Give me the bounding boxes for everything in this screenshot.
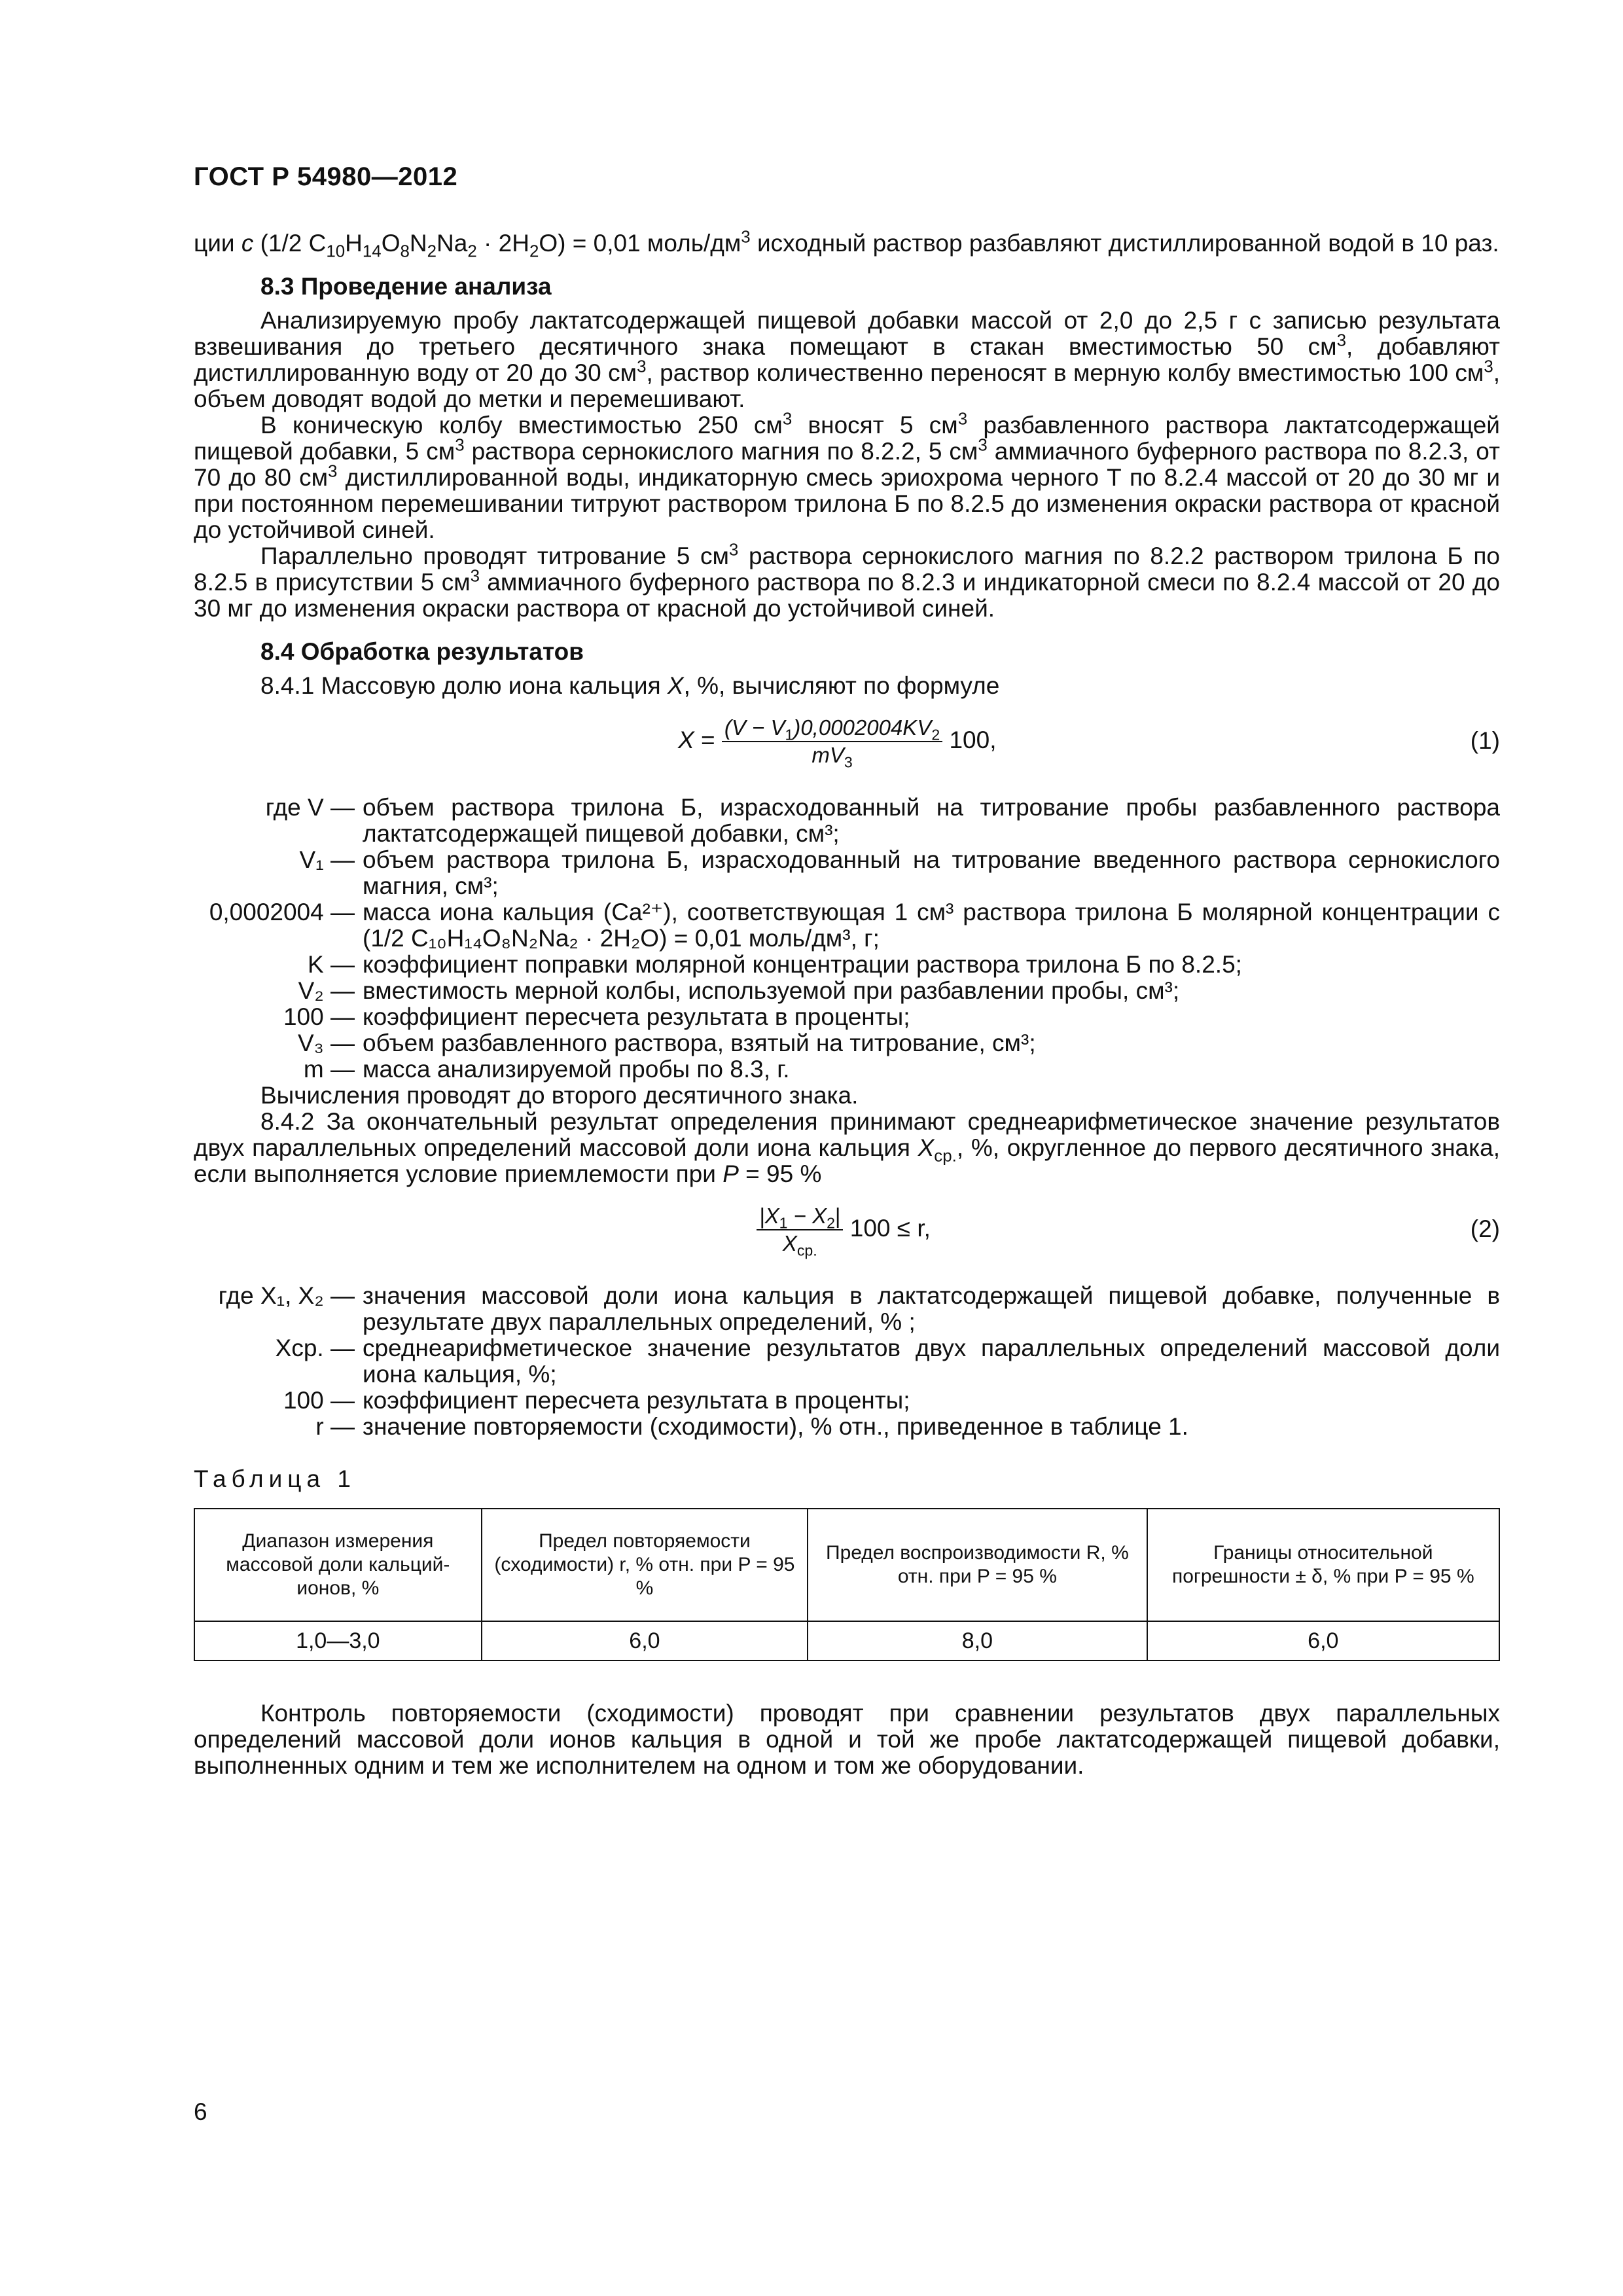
definition-item (194, 1004, 1500, 1030)
table-header-cell: Предел воспроизводимости R, % отн. при P = 95 % (808, 1509, 1147, 1621)
definition-item (194, 795, 1500, 847)
formula-1-definitions (194, 795, 1500, 1083)
definition-item (194, 1030, 1500, 1056)
definition-item (194, 1283, 1500, 1335)
definition-text: коэффициент пересчета результата в проценты; (363, 1003, 910, 1030)
definition-label: m — (303, 1056, 355, 1083)
table-cell: 6,0 (482, 1621, 808, 1660)
definition-text: масса анализируемой пробы по 8.3, г. (363, 1056, 790, 1083)
closing-paragraph: Контроль повторяемости (сходимости) проводят при сравнении результатов двух параллельных определений массовой доли ионов кальция в одной и той же пробе лактатсодержащей пищевой добавки, выполненных одним и тем же исполнителем на одном и том же оборудовании. (194, 1700, 1500, 1779)
definition-item (194, 978, 1500, 1004)
definition-text: коэффициент поправки молярной концентрации раствора трилона Б по 8.2.5; (363, 951, 1242, 978)
definition-item (194, 899, 1500, 952)
formula-2-definitions (194, 1283, 1500, 1440)
table-1 (194, 1508, 1500, 1661)
definition-label: 0,0002004 — (209, 899, 355, 925)
definition-label: где V — (265, 794, 355, 821)
definition-label: 100 — (283, 1003, 355, 1030)
section-8-3-paragraph-3: Параллельно проводят титрование 5 $см^3$ раствора сернокислого магния по 8.2.2 раствором трилона Б по 8.2.5 в присутствии 5 $см^3$ аммиачного буферного раствора по 8.2.3 и индикаторной смеси по 8.2.4 массой от 20 до 30 мг до изменения окраски раствора от красной до устойчивой синей. (194, 541, 1500, 622)
table-header-cell: Диапазон измерения массовой доли кальций-ионов, % (194, 1509, 482, 1621)
formula-1: X = $\frac{(V - V_1)0,0002004KV_2}{mV_3}$ 100, (1) (678, 715, 1500, 771)
formula-1-fraction: $\frac{(V - V_1)0,0002004KV_2}{mV_3}$ (722, 716, 942, 767)
table-cell: 8,0 (808, 1621, 1147, 1660)
section-8-3-title: 8.3 Проведение анализа (260, 273, 552, 300)
definition-text: объем раствора трилона Б, израсходованный на титрование введенного раствора сернокислого магния, см³; (363, 846, 1500, 899)
table-header-cell: Границы относительной погрешности ± δ, % при P = 95 % (1147, 1509, 1499, 1621)
definition-label: V₂ — (298, 977, 355, 1004)
definition-item (194, 847, 1500, 899)
definition-label: V₃ — (297, 1030, 355, 1056)
formula-1-number: (1) (1470, 727, 1500, 754)
page-number: 6 (194, 2098, 207, 2125)
table-row (194, 1621, 1499, 1660)
table-cell: 1,0—3,0 (194, 1621, 482, 1660)
table-header-row (194, 1509, 1499, 1621)
definition-item (194, 1414, 1500, 1440)
table-cell: 6,0 (1147, 1621, 1499, 1660)
definition-label: K — (308, 951, 355, 978)
page-content (194, 230, 1500, 1779)
definition-item (194, 1056, 1500, 1083)
section-8-4-1-paragraph: 8.4.1 Массовую долю иона кальция X, %, вычисляют по формуле (260, 672, 1000, 699)
definition-text: вместимость мерной колбы, используемой при разбавлении пробы, см³; (363, 977, 1180, 1004)
definition-text: значение повторяемости (сходимости), % отн., приведенное в таблице 1. (363, 1413, 1188, 1440)
definition-label: 100 — (283, 1387, 355, 1414)
definition-text: объем раствора трилона Б, израсходованный на титрование пробы разбавленного раствора лактатсодержащей пищевой добавки, см³; (363, 794, 1500, 847)
definition-text: коэффициент пересчета результата в проценты; (363, 1387, 910, 1414)
definition-label: V₁ — (299, 846, 355, 873)
definition-text: объем разбавленного раствора, взятый на титрование, см³; (363, 1030, 1036, 1056)
table-caption: Таблица 1 (194, 1465, 356, 1492)
formula-2-number: (2) (1470, 1215, 1500, 1242)
definition-text: среднеарифметическое значение результатов двух параллельных определений массовой доли иона кальция, %; (363, 1335, 1500, 1388)
definition-label: Xср. — (275, 1335, 355, 1361)
section-8-3-paragraph-2: В коническую колбу вместимостью 250 $см^3$ вносят 5 $см^3$ разбавленного раствора лактатсодержащей пищевой добавки, 5 $см^3$ раствора сернокислого магния по 8.2.2, 5 $см^3$ аммиачного буферного раствора по 8.2.3, от 70 до 80 $см^3$ дистиллированной воды, индикаторную смесь эриохрома черного Т по 8.2.4 массой от 20 до 30 мг и при постоянном перемешивании титруют раствором трилона Б по 8.2.5 до изменения окраски раствора от красной до устойчивой синей. (194, 410, 1501, 543)
definition-text: значения массовой доли иона кальция в лактатсодержащей пищевой добавке, полученные в результате двух параллельных определений, % ; (363, 1282, 1500, 1335)
table-header-cell: Предел повторяемости (сходимости) r, % отн. при P = 95 % (482, 1509, 808, 1621)
definition-label: где X₁, X₂ — (218, 1282, 355, 1309)
section-8-4-2-paragraph: 8.4.2 За окончательный результат определения принимают среднеарифметическое значение результатов двух параллельных определений массовой доли иона кальция $X_{ср.}$, %, округленное до первого десятичного знака, если выполняется условие приемлемости при P = 95 % (194, 1108, 1500, 1187)
intro-paragraph: ции с (1/2 $C_{10}H_{14}O_8N_2Na_2 \cdot 2H_2O) = 0,01$ моль/$дм^3$ исходный раствор разбавляют дистиллированной водой в 10 раз. (194, 228, 1499, 261)
calculation-note: Вычисления проводят до второго десятичного знака. (260, 1082, 859, 1109)
definition-text: масса иона кальция (Ca²⁺), соответствующая 1 см³ раствора трилона Б молярной концентрации с (1/2 C₁₀H₁₄O₈N₂Na₂ · 2H₂O) = 0,01 моль/дм³, г; (363, 899, 1500, 952)
section-8-3-paragraph-1: Анализируемую пробу лактатсодержащей пищевой добавки массой от 2,0 до 2,5 г с записью результата взвешивания до третьего десятичного знака помещают в стакан вместимостью 50 $см^3$, добавляют дистиллированную воду от 20 до 30 $см^3$, раствор количественно переносят в мерную колбу вместимостью 100 $см^3$, объем доводят водой до метки и перемешивают. (194, 307, 1500, 412)
document-header: ГОСТ Р 54980—2012 (194, 162, 458, 191)
formula-2-fraction: $\frac{|X_1 - X_2|}{X_{ср.}}$ (757, 1204, 843, 1255)
definition-item (194, 952, 1500, 978)
definition-item (194, 1388, 1500, 1414)
definition-item (194, 1335, 1500, 1388)
formula-2: $\frac{|X_1 - X_2|}{X_{ср.}}$ 100 ≤ r, (2) (194, 1198, 1500, 1270)
section-8-4-title: 8.4 Обработка результатов (260, 638, 584, 665)
definition-label: r — (315, 1413, 355, 1440)
